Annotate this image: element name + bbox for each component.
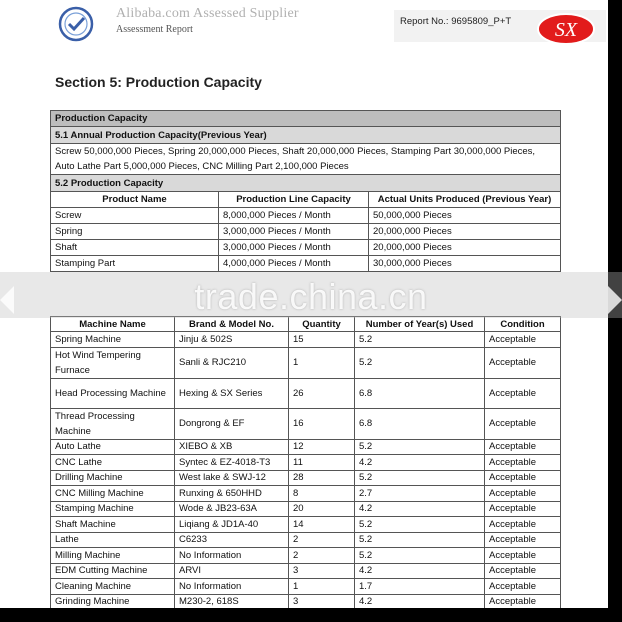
machine-cell: 14 [289,517,355,533]
capacity-cell: 3,000,000 Pieces / Month [219,224,369,240]
machine-cell: No Information [175,548,289,564]
machine-cell: West lake & SWJ-12 [175,470,289,486]
machine-cell: 4.2 [355,501,485,517]
machine-cell: 3 [289,594,355,608]
capacity-row [51,224,561,240]
machine-row [51,501,561,517]
machine-row [51,439,561,455]
machine-cell: CNC Milling Machine [51,486,175,502]
machine-cell: Acceptable [485,455,561,471]
watermark-text: trade.china.cn [194,276,428,317]
machine-cell: CNC Lathe [51,455,175,471]
production-capacity-table [50,110,561,272]
machine-cell: Syntec & EZ-4018-T3 [175,455,289,471]
machine-cell: Jinju & 502S [175,332,289,348]
machine-cell: Shaft Machine [51,517,175,533]
header-title: Alibaba.com Assessed Supplier [116,6,299,21]
capacity-cell: Shaft [51,240,219,256]
machine-cell: Acceptable [485,378,561,408]
machine-cell: 1 [289,579,355,595]
machine-cell: 5.2 [355,532,485,548]
machine-cell: 4.2 [355,563,485,579]
machine-cell: 26 [289,378,355,408]
machine-cell: Acceptable [485,332,561,348]
machine-cell: Acceptable [485,579,561,595]
report-number: Report No.: 9695809_P+T [400,16,512,27]
machine-cell: Spring Machine [51,332,175,348]
machine-cell: No Information [175,579,289,595]
machine-cell: 4.2 [355,594,485,608]
machine-cell: Cleaning Machine [51,579,175,595]
capacity-cell: 30,000,000 Pieces [369,256,561,272]
machine-cell: Acceptable [485,347,561,378]
machine-cell: Thread Processing Machine [51,408,175,439]
machine-row [51,579,561,595]
capacity-cell: 20,000,000 Pieces [369,224,561,240]
machine-cell: 5.2 [355,347,485,378]
machine-cell: Lathe [51,532,175,548]
capacity-cell: 3,000,000 Pieces / Month [219,240,369,256]
col-years-used: Number of Year(s) Used [355,317,485,332]
machine-row [51,563,561,579]
machine-cell: 11 [289,455,355,471]
capacity-cell: 4,000,000 Pieces / Month [219,256,369,272]
machine-cell: 3 [289,563,355,579]
machine-cell: 28 [289,470,355,486]
machine-row [51,594,561,608]
machine-cell: 1.7 [355,579,485,595]
machine-row [51,347,561,378]
machine-cell: Sanli & RJC210 [175,347,289,378]
machine-cell: XIEBO & XB [175,439,289,455]
assessed-supplier-seal-icon [56,6,96,42]
machine-cell: Dongrong & EF [175,408,289,439]
machine-cell: EDM Cutting Machine [51,563,175,579]
col-actual-units: Actual Units Produced (Previous Year) [369,192,561,208]
machine-cell: Hexing & SX Series [175,378,289,408]
machine-cell: 16 [289,408,355,439]
machine-cell: 15 [289,332,355,348]
capacity-cell: 20,000,000 Pieces [369,240,561,256]
machine-cell: Wode & JB23-63A [175,501,289,517]
capacity-row [51,240,561,256]
production-lines-title: 5.2 Production Capacity [51,175,561,192]
capacity-row [51,208,561,224]
machine-row [51,455,561,471]
machine-cell: 8 [289,486,355,502]
machine-cell: 4.2 [355,455,485,471]
machine-cell: Acceptable [485,532,561,548]
header-subtitle: Assessment Report [116,24,193,35]
machine-cell: Stamping Machine [51,501,175,517]
machine-cell: 2 [289,548,355,564]
machine-cell: 6.8 [355,408,485,439]
machine-row [51,470,561,486]
machines-table [50,316,561,608]
machine-cell: Auto Lathe [51,439,175,455]
machine-cell: 5.2 [355,470,485,486]
capacity-band-title: Production Capacity [51,111,561,127]
machine-cell: 5.2 [355,439,485,455]
machine-cell: Acceptable [485,563,561,579]
machine-cell: Hot Wind Tempering Furnace [51,347,175,378]
section-title: Section 5: Production Capacity [55,74,262,90]
machine-cell: Acceptable [485,408,561,439]
machine-cell: M230-2, 618S [175,594,289,608]
machine-cell: Runxing & 650HHD [175,486,289,502]
col-quantity: Quantity [289,317,355,332]
machine-cell: Liqiang & JD1A-40 [175,517,289,533]
machine-row [51,517,561,533]
machine-cell: C6233 [175,532,289,548]
machine-cell: Milling Machine [51,548,175,564]
capacity-cell: Screw [51,208,219,224]
machine-cell: 1 [289,347,355,378]
machine-cell: 2 [289,532,355,548]
machine-cell: 5.2 [355,332,485,348]
annual-capacity-title: 5.1 Annual Production Capacity(Previous Year) [51,127,561,144]
machine-cell: Acceptable [485,594,561,608]
annual-capacity-text: Screw 50,000,000 Pieces, Spring 20,000,000 Pieces, Shaft 20,000,000 Pieces, Stamping Part 30,000,000 Pieces, Auto Lathe Part 5,000,000 Pieces, CNC Milling Part 2,100,000 Pieces [51,144,561,175]
capacity-cell: Stamping Part [51,256,219,272]
machine-cell: 6.8 [355,378,485,408]
machine-row [51,548,561,564]
machine-cell: Acceptable [485,486,561,502]
capacity-row [51,256,561,272]
machine-cell: Acceptable [485,501,561,517]
machine-row [51,332,561,348]
machine-cell: Acceptable [485,439,561,455]
machine-cell: Acceptable [485,517,561,533]
machine-cell: Head Processing Machine [51,378,175,408]
machine-cell: 2.7 [355,486,485,502]
col-line-capacity: Production Line Capacity [219,192,369,208]
machine-row [51,378,561,408]
col-machine-name: Machine Name [51,317,175,332]
machine-cell: 5.2 [355,517,485,533]
machine-cell: 20 [289,501,355,517]
machine-cell: Grinding Machine [51,594,175,608]
machine-cell: ARVI [175,563,289,579]
machine-cell: 12 [289,439,355,455]
capacity-cell: 50,000,000 Pieces [369,208,561,224]
col-condition: Condition [485,317,561,332]
machine-row [51,408,561,439]
machine-cell: Acceptable [485,470,561,486]
col-product-name: Product Name [51,192,219,208]
capacity-cell: 8,000,000 Pieces / Month [219,208,369,224]
machine-cell: Acceptable [485,548,561,564]
machine-cell: 5.2 [355,548,485,564]
sx-logo-text: SX [554,19,578,41]
machine-row [51,486,561,502]
machine-row [51,532,561,548]
sx-logo [536,12,596,46]
capacity-cell: Spring [51,224,219,240]
machine-cell: Drilling Machine [51,470,175,486]
col-brand-model: Brand & Model No. [175,317,289,332]
